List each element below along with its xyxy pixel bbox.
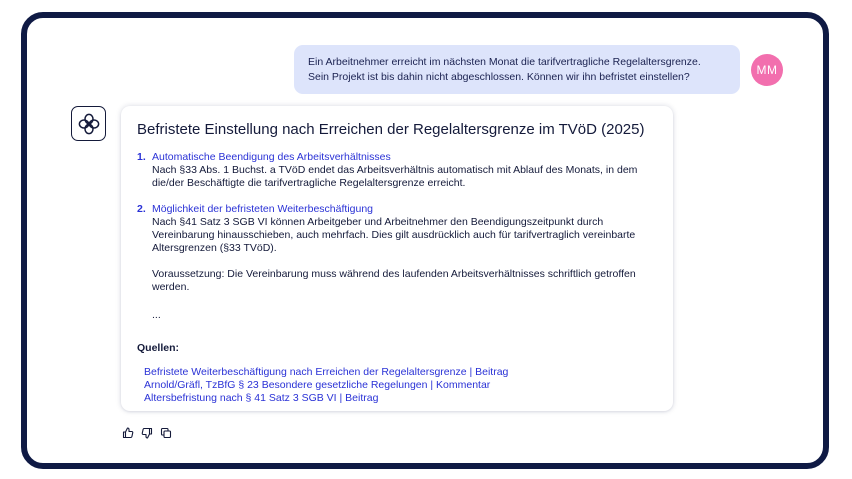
- body-line: Nach §33 Abs. 1 Buchst. a TVöD endet das Arbeitsverhältnis automatisch mit Ablauf des Monats, in dem: [152, 164, 638, 176]
- list-item-heading: Möglichkeit der befristeten Weiterbeschäftigung: [152, 203, 374, 215]
- assistant-answer-card: [121, 106, 673, 411]
- thumbs-down-button[interactable]: [140, 426, 154, 440]
- assistant-flower-icon: [71, 106, 106, 141]
- copy-button[interactable]: [159, 426, 173, 440]
- answer-title: Befristete Einstellung nach Erreichen der Regelaltersgrenze im TVöD (2025): [137, 121, 645, 138]
- body-line: werden.: [152, 281, 190, 293]
- source-link[interactable]: Arnold/Gräfl, TzBfG § 23 Besondere gesetzliche Regelungen | Kommentar: [144, 379, 491, 391]
- user-avatar[interactable]: MM: [751, 54, 783, 86]
- list-item-heading: Automatische Beendigung des Arbeitsverhältnisses: [152, 151, 391, 163]
- list-item-body: [152, 164, 637, 190]
- list-number: 2.: [137, 203, 146, 215]
- sources-label: Quellen:: [137, 342, 180, 354]
- body-line: Nach §41 Satz 3 SGB VI können Arbeitgeber und Arbeitnehmer den Beendigungszeitpunkt durch: [152, 216, 604, 228]
- ellipsis: ...: [152, 309, 161, 321]
- source-link[interactable]: Altersbefristung nach § 41 Satz 3 SGB VI | Beitrag: [144, 392, 379, 404]
- app-frame: [21, 12, 829, 469]
- thumbs-down-icon: [141, 427, 153, 439]
- user-message-line: Ein Arbeitnehmer erreicht im nächsten Monat die tarifvertragliche Regelaltersgrenze.: [308, 56, 701, 68]
- list-item-body: [152, 216, 635, 255]
- source-link[interactable]: Befristete Weiterbeschäftigung nach Erreichen der Regelaltersgrenze | Beitrag: [144, 366, 509, 378]
- body-line: Vereinbarung hinausschieben, auch mehrfach. Dies gilt ausdrücklich auch für tarifvertraglich vereinbarte: [152, 229, 636, 241]
- user-message-line: Sein Projekt ist bis dahin nicht abgeschlossen. Können wir ihn befristet einstellen?: [308, 71, 690, 83]
- copy-icon: [160, 427, 172, 439]
- body-line: Voraussetzung: Die Vereinbarung muss während des laufenden Arbeitsverhältnisses schriftlich getroffen: [152, 268, 636, 280]
- body-line: die/der Beschäftigte die tarifvertragliche Regelaltersgrenze erreicht.: [152, 177, 466, 189]
- list-number: 1.: [137, 151, 146, 163]
- thumbs-up-icon: [122, 427, 134, 439]
- user-message-bubble: [294, 45, 740, 94]
- list-item-note: [152, 268, 636, 294]
- body-line: Altersgrenzen (§33 TVöD).: [152, 242, 277, 254]
- thumbs-up-button[interactable]: [121, 426, 135, 440]
